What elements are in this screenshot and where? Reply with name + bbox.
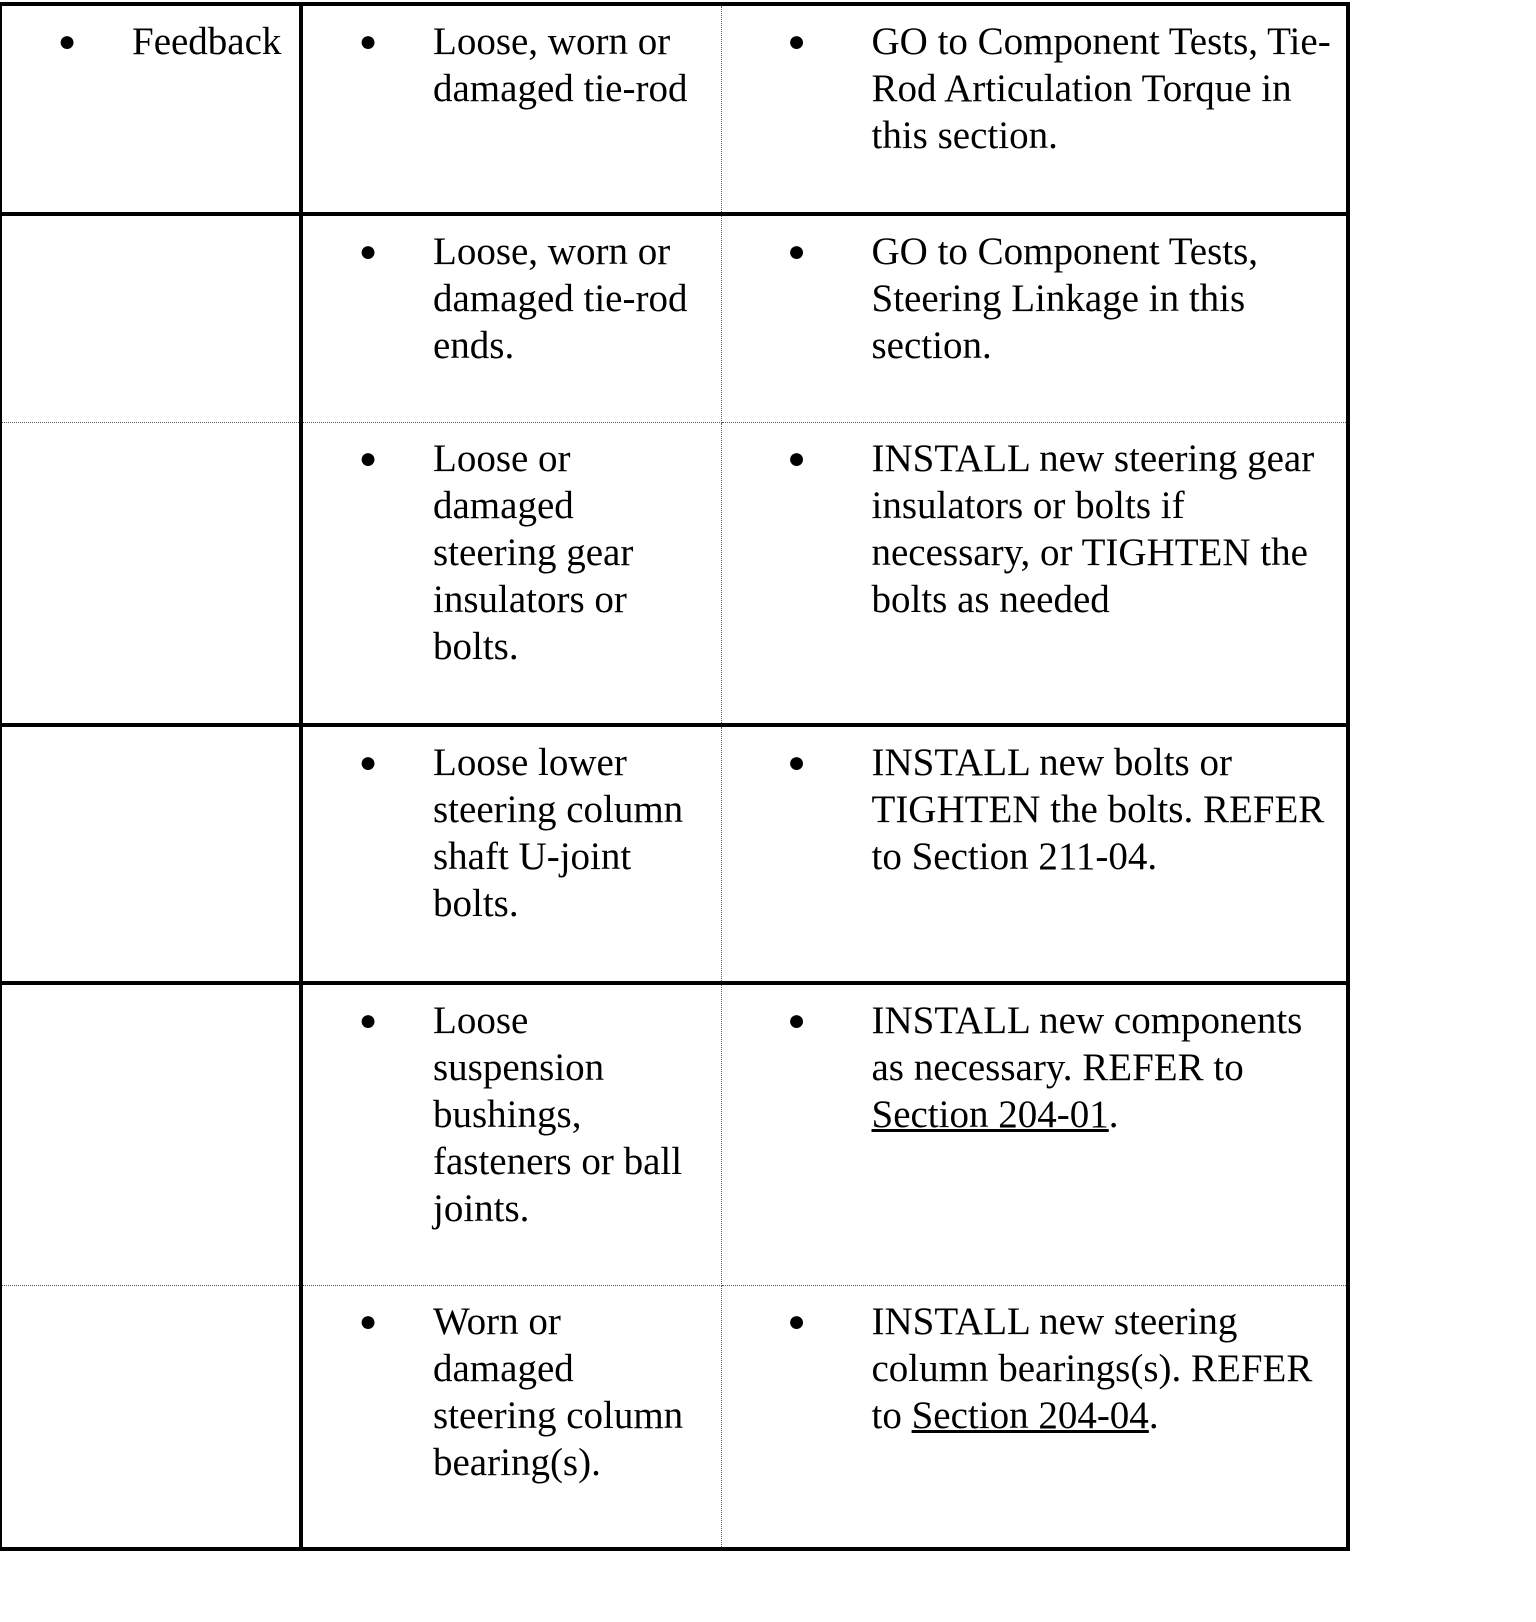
list-item [303,18,721,112]
list-item [303,435,721,670]
symptom-cell [1,1285,301,1549]
bullet-icon: ● [57,25,77,58]
action-text [872,997,1347,1138]
cause-text: Loose, worn or damaged tie-rod ends. [433,230,688,367]
symptom-cell [1,725,301,983]
action-cell [721,4,1348,214]
action-cell [721,1285,1348,1549]
cause-text: Loose lower steering column shaft U-joint bolts. [433,741,684,925]
action-text-prefix: INSTALL new steering column bearings(s). REFER to [871,1299,1313,1437]
symptom-cell [1,422,301,725]
list-item [722,228,1347,369]
symptom-text: Feedback [132,20,282,63]
table-row [1,214,1348,422]
section-204-04-link[interactable]: Section 204-04 [911,1393,1149,1437]
action-cell [721,422,1348,725]
table-row [1,1285,1348,1549]
bullet-icon: ● [358,441,378,475]
diagnosis-table [0,2,1350,1551]
cause-text: Worn or damaged steering column bearing(s). [433,1299,684,1484]
bullet-icon: ● [787,746,806,779]
cause-cell [301,422,721,725]
list-item [722,739,1347,880]
list-item [303,997,721,1232]
table-row [1,4,1348,214]
action-text: GO to Component Tests, Tie-Rod Articulation Torque in this section. [871,20,1331,157]
action-text: GO to Component Tests, Steering Linkage in this section. [871,230,1259,367]
action-cell [721,983,1348,1285]
cause-text: Loose, worn or damaged tie-rod [433,20,688,110]
bullet-icon: ● [787,1004,806,1037]
list-item [722,1298,1347,1439]
action-cell [721,725,1348,983]
symptom-cell [1,214,301,422]
action-text [872,1298,1347,1439]
list-item [722,18,1347,159]
action-text-suffix: . [1148,1393,1159,1437]
list-item [722,435,1347,623]
symptom-cell [1,983,301,1285]
action-cell [721,214,1348,422]
bullet-icon: ● [787,235,806,268]
bullet-icon: ● [358,1304,378,1338]
action-text-suffix: . [1108,1093,1119,1136]
cause-cell [301,983,721,1285]
symptom-cell [1,4,301,214]
table-row [1,725,1348,983]
bullet-icon: ● [358,1004,378,1037]
cause-cell [301,725,721,983]
bullet-icon: ● [787,25,806,58]
section-204-01-link[interactable]: Section 204-01 [871,1093,1109,1136]
list-item [303,1298,721,1486]
list-item [2,18,299,65]
bullet-icon: ● [358,25,378,58]
list-item [303,739,721,927]
table-row [1,983,1348,1285]
table-row [1,422,1348,725]
action-text-prefix: INSTALL new components as necessary. REFER to [871,999,1303,1089]
cause-cell [301,4,721,214]
cause-cell [301,214,721,422]
cause-cell [301,1285,721,1549]
action-text: INSTALL new steering gear insulators or bolts if necessary, or TIGHTEN the bolts as needed [871,436,1315,621]
bullet-icon: ● [358,235,378,268]
cause-text: Loose or damaged steering gear insulators or bolts. [433,436,634,668]
bullet-icon: ● [358,746,378,779]
cause-text: Loose suspension bushings, fasteners or ball joints. [433,999,683,1230]
bullet-icon: ● [787,441,806,475]
bullet-icon: ● [787,1304,806,1338]
list-item [303,228,721,369]
action-text: INSTALL new bolts or TIGHTEN the bolts. REFER to Section 211-04. [871,741,1325,878]
list-item [722,997,1347,1138]
